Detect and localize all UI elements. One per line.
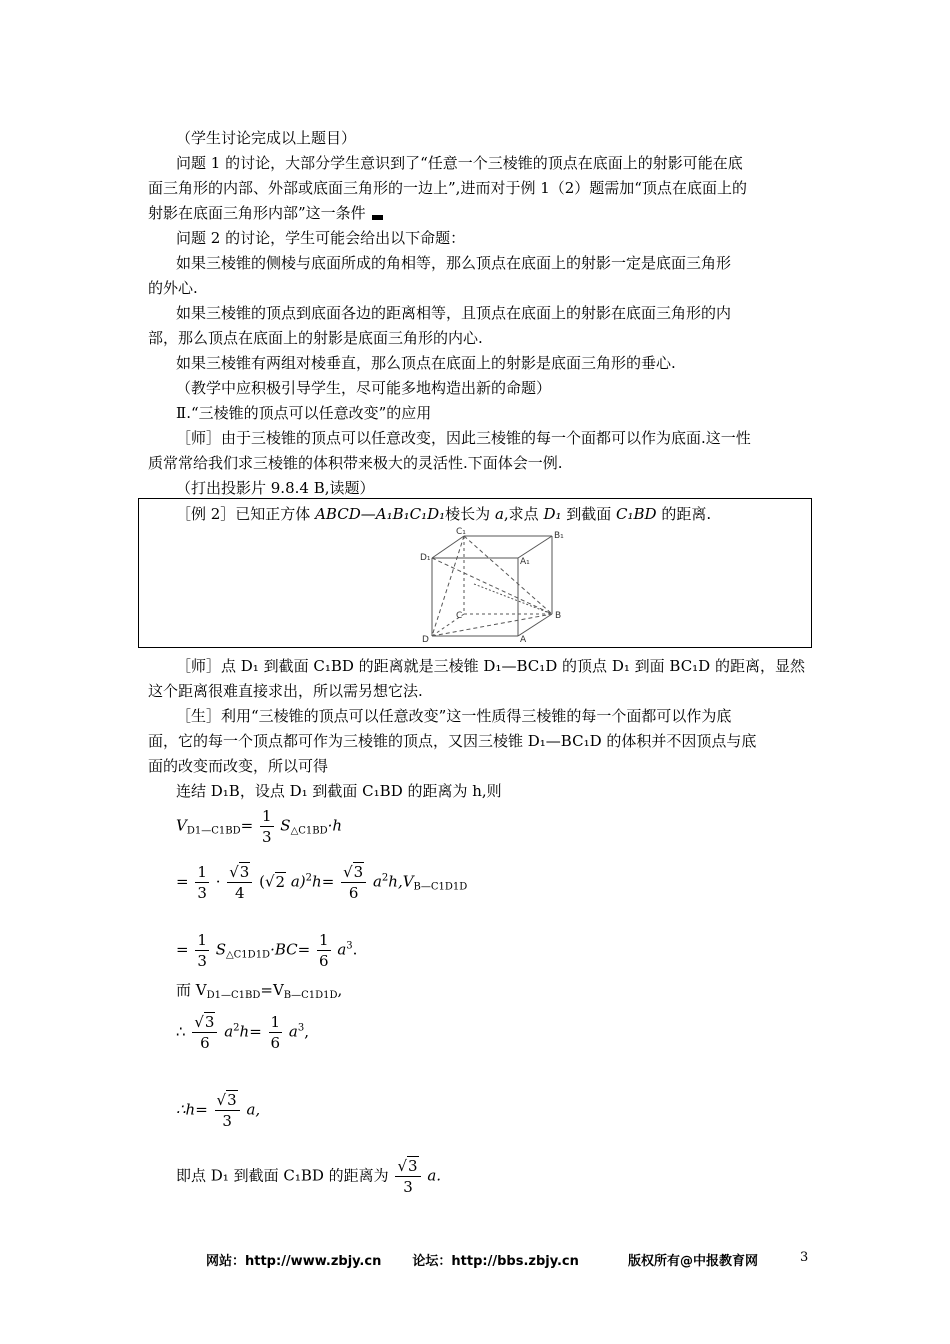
- cube-label: D₁: [420, 553, 431, 563]
- cube-label: A₁: [520, 557, 530, 567]
- numerator: 1: [197, 863, 207, 881]
- math-text: S: [280, 816, 291, 835]
- paragraph-text: 射影在底面三角形内部”这一条件: [148, 204, 366, 222]
- paragraph: 问题 2 的讨论，学生可能会给出以下命题：: [176, 229, 466, 247]
- forum-link[interactable]: 论坛：http://bbs.zbjy.cn: [412, 1254, 579, 1269]
- paragraph: （教学中应积极引导学生，尽可能多地构造出新的命题）: [176, 379, 552, 397]
- math-text: a.: [427, 1166, 442, 1185]
- math-text: a,: [246, 1100, 261, 1119]
- fraction: [395, 1156, 420, 1197]
- numerator: 1: [318, 931, 329, 949]
- paragraph: 如果三棱锥的顶点到底面各边的距离相等，且顶点在底面上的射影在底面三角形的内: [176, 304, 732, 322]
- denominator: 3: [197, 952, 207, 970]
- numerator: √3: [216, 1091, 237, 1109]
- paragraph: （打出投影片 9.8.4 B,读题）: [176, 479, 375, 497]
- denominator: 3: [215, 1110, 240, 1131]
- math-text: 即点 D₁ 到截面 C₁BD 的距离为: [176, 1166, 389, 1185]
- paragraph: 如果三棱锥的侧棱与底面所成的角相等，那么顶点在底面上的射影一定是底面三角形: [176, 254, 732, 272]
- paragraph: 部，那么顶点在底面上的射影是底面三角形的内心.: [148, 329, 483, 347]
- radicand: 3: [227, 1091, 237, 1109]
- math-sub: D1—C1BD: [186, 825, 241, 837]
- fraction: [227, 862, 252, 903]
- paragraph: ［生］利用“三棱锥的顶点可以任意改变”这一性质得三棱锥的每一个面都可以作为底: [176, 707, 732, 725]
- paragraph: 连结 D₁B，设点 D₁ 到截面 C₁BD 的距离为 h,则: [176, 782, 502, 800]
- cube-label: C₁: [456, 527, 466, 537]
- radicand: 3: [408, 1157, 418, 1175]
- math-text: ·h: [327, 816, 343, 835]
- fraction: [317, 930, 331, 971]
- denominator: 6: [318, 952, 329, 970]
- math-text: ∴h=: [176, 1100, 213, 1119]
- cube-label: A: [520, 635, 527, 644]
- paragraph: ［师］点 D₁ 到截面 C₁BD 的距离就是三棱锥 D₁—BC₁D 的顶点 D₁ 到面 BC₁D 的距离，显然: [176, 657, 805, 675]
- denominator: 6: [192, 1032, 217, 1053]
- fraction: [341, 862, 366, 903]
- denominator: 3: [197, 884, 207, 902]
- math-text: ·BC=: [270, 940, 311, 959]
- example-math: C₁BD: [616, 505, 657, 523]
- paragraph: 这个距离很难直接求出，所以需另想它法.: [148, 682, 423, 700]
- paragraph: 的外心.: [148, 279, 198, 297]
- denominator: 4: [227, 882, 252, 903]
- math-text: =: [240, 816, 254, 835]
- equation-7: [176, 1156, 820, 1197]
- math-text: a: [337, 940, 347, 959]
- math-text: a: [372, 872, 382, 891]
- paragraph: 面的改变而改变，所以可得: [148, 757, 329, 775]
- equation-5: ∴ $\frac{√3}{6}$ $a^2h=$ $\frac{1}{6}$ $a^3$,: [176, 1013, 309, 1052]
- math-text: ,: [304, 1022, 309, 1041]
- math-text: =: [176, 872, 189, 891]
- fraction: [195, 930, 209, 971]
- math-text: a): [286, 872, 306, 891]
- paragraph: [148, 203, 820, 223]
- math-text: =: [176, 940, 189, 959]
- cube-label: B: [555, 611, 562, 621]
- radicand: 3: [204, 1013, 215, 1031]
- math-text: S: [215, 940, 226, 959]
- numerator: 1: [270, 1013, 281, 1031]
- equation-6: [176, 1090, 820, 1131]
- math-text: h,V: [388, 872, 414, 891]
- math-sub: △C1BD: [290, 825, 328, 837]
- radicand: 3: [239, 863, 250, 881]
- paragraph: 面，它的每一个顶点都可作为三棱锥的顶点，又因三棱锥 D₁—BC₁D 的体积并不因顶点与底: [148, 732, 757, 750]
- math-sub: D1—C1BD: [206, 990, 261, 1001]
- fraction: [192, 1012, 217, 1053]
- cube-label: D: [422, 635, 429, 644]
- paragraph: 问题 1 的讨论，大部分学生意识到了“任意一个三棱锥的顶点在底面上的射影可能在底: [176, 154, 743, 172]
- paragraph: ［师］由于三棱锥的顶点可以任意改变，因此三棱锥的每一个面都可以作为底面.这一性: [176, 429, 751, 447]
- fraction: [260, 806, 274, 847]
- fraction: [269, 1012, 283, 1053]
- paragraph: 面三角形的内部、外部或底面三角形的一边上”,进而对于例 1（2）题需加“顶点在底面上的: [148, 179, 747, 197]
- equation-4: [176, 980, 820, 1000]
- numerator: √3: [343, 863, 364, 881]
- paragraph: （学生讨论完成以上题目）: [176, 129, 357, 147]
- math-text: =V: [260, 981, 284, 999]
- numerator: 1: [197, 931, 207, 949]
- paragraph: 质常常给我们求三棱锥的体积带来极大的灵活性.下面体会一例.: [148, 454, 563, 472]
- example-text: 棱长为: [445, 505, 495, 523]
- denominator: 3: [395, 1176, 420, 1197]
- math-text: V: [176, 816, 187, 835]
- example-math: a: [494, 505, 504, 523]
- math-text: ·: [215, 872, 226, 891]
- math-text: ∴: [176, 1022, 191, 1041]
- numerator: √3: [229, 863, 250, 881]
- denominator: 6: [270, 1034, 281, 1052]
- math-sub: B—C1D1D: [283, 990, 338, 1001]
- math-sub: △C1D1D: [225, 949, 271, 961]
- denominator: 3: [261, 828, 272, 846]
- site-link[interactable]: 网站：http://www.zbjy.cn: [206, 1254, 382, 1269]
- math-text: .: [352, 940, 358, 959]
- math-text: (: [259, 872, 265, 891]
- paragraph: 如果三棱锥有两组对棱垂直，那么顶点在底面上的射影是底面三角形的垂心.: [176, 354, 676, 372]
- section-heading: Ⅱ.“三棱锥的顶点可以任意改变”的应用: [176, 404, 432, 422]
- cube-diagram: [418, 524, 568, 644]
- math-text: h=: [239, 1022, 267, 1041]
- example-math: D₁: [543, 505, 562, 523]
- denominator: 6: [341, 882, 366, 903]
- page-number: 3: [800, 1250, 809, 1265]
- example-math: ABCD—A₁B₁C₁D₁: [315, 505, 446, 523]
- math-text: a: [288, 1022, 298, 1041]
- equation-3: = $\frac{1}{3}$ $S_{\triangle C1D1D}\cdot BC=$ $\frac{1}{6}$ $a^3$.: [176, 931, 358, 970]
- math-text: h=: [312, 872, 335, 891]
- example-text: ［例 2］已知正方体: [176, 505, 316, 523]
- equation-1: [176, 806, 820, 847]
- edit-mark-icon: [372, 215, 383, 220]
- math-text: ,: [337, 981, 343, 999]
- math-text: 而 V: [176, 981, 207, 999]
- math-sub: B—C1D1D: [413, 881, 468, 893]
- numerator: √3: [397, 1157, 418, 1175]
- example-text: ,求点: [503, 505, 544, 523]
- example-text: 到截面: [561, 505, 617, 523]
- equation-2: = $\frac{1}{3}$ · $\frac{√3}{4}$ (√2 a)$^2$h= $\frac{√3}{6}$ $a^2h,V_{B—C1D1D}$: [176, 863, 468, 902]
- cube-label: C: [456, 611, 463, 621]
- math-text: a: [224, 1022, 234, 1041]
- cube-label: B₁: [554, 531, 564, 541]
- fraction: [215, 1090, 240, 1131]
- radicand: 2: [275, 872, 286, 891]
- copyright-text: 版权所有@中报教育网: [627, 1254, 758, 1269]
- radicand: 3: [353, 863, 364, 881]
- example-statement: [176, 504, 820, 524]
- numerator: √3: [194, 1013, 215, 1031]
- page-footer: [206, 1250, 758, 1269]
- numerator: 1: [261, 807, 272, 825]
- fraction: [195, 862, 209, 903]
- example-text: 的距离.: [656, 505, 712, 523]
